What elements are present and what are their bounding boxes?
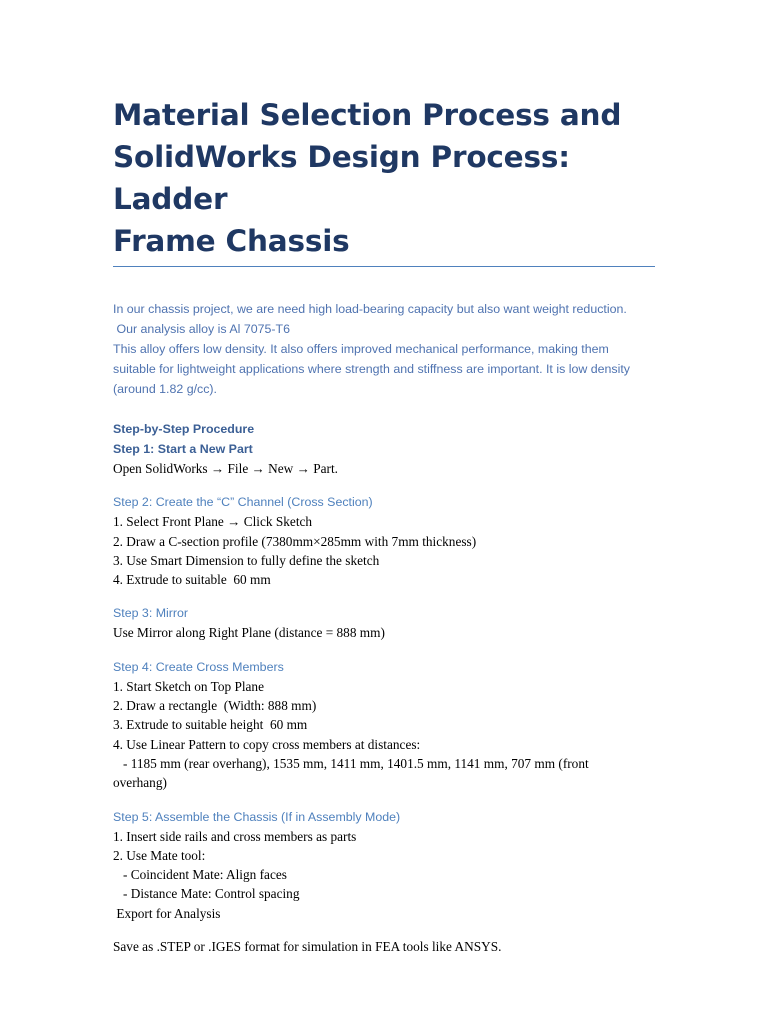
title-line: Frame Chassis bbox=[113, 224, 350, 258]
step2-heading: Step 2: Create the “C” Channel (Cross Section) bbox=[113, 495, 373, 510]
step4-line: overhang) bbox=[113, 775, 167, 791]
title-line: Material Selection Process and bbox=[113, 98, 622, 132]
step2-line: 4. Extrude to suitable 60 mm bbox=[113, 572, 271, 588]
document-title bbox=[113, 94, 658, 262]
step3-line: Use Mirror along Right Plane (distance = 888 mm) bbox=[113, 625, 385, 641]
step4-line: 4. Use Linear Pattern to copy cross members at distances: bbox=[113, 736, 421, 752]
closing-paragraph bbox=[113, 937, 658, 956]
title-line: SolidWorks Design Process: Ladder bbox=[113, 140, 570, 216]
intro-line: This alloy offers low density. It also offers improved mechanical performance, making them bbox=[113, 342, 609, 356]
step4-line: - 1185 mm (rear overhang), 1535 mm, 1411 mm, 1401.5 mm, 1141 mm, 707 mm (front bbox=[113, 755, 589, 771]
step5-heading: Step 5: Assemble the Chassis (If in Assembly Mode) bbox=[113, 809, 401, 824]
step4-heading: Step 4: Create Cross Members bbox=[113, 659, 284, 674]
step2-line: 1. Select Front Plane → Click Sketch bbox=[113, 514, 313, 530]
step1-heading: Step 1: Start a New Part bbox=[113, 442, 253, 456]
step4-line: 1. Start Sketch on Top Plane bbox=[113, 678, 264, 694]
step3-body bbox=[113, 623, 658, 642]
intro-line: Our analysis alloy is Al 7075-T6 bbox=[113, 322, 290, 336]
step1-body bbox=[113, 459, 658, 478]
title-underline bbox=[113, 266, 655, 267]
step2-body bbox=[113, 512, 658, 589]
step5-body bbox=[113, 827, 658, 923]
step5-line: 2. Use Mate tool: bbox=[113, 847, 206, 863]
document-page bbox=[113, 94, 658, 956]
step4-line: 3. Extrude to suitable height 60 mm bbox=[113, 717, 308, 733]
closing-line: Save as .STEP or .IGES format for simulation in FEA tools like ANSYS. bbox=[113, 939, 502, 955]
step5-line: - Coincident Mate: Align faces bbox=[113, 867, 287, 883]
intro-line: suitable for lightweight applications where strength and stiffness are important. It is low density bbox=[113, 362, 631, 376]
intro-line: (around 1.82 g/cc). bbox=[113, 382, 218, 396]
procedure-heading: Step-by-Step Procedure bbox=[113, 422, 255, 436]
step4-line: 2. Draw a rectangle (Width: 888 mm) bbox=[113, 698, 317, 714]
intro-paragraph bbox=[113, 299, 658, 399]
step5-line: - Distance Mate: Control spacing bbox=[113, 886, 300, 902]
step5-line: Export for Analysis bbox=[113, 905, 221, 921]
step3-heading: Step 3: Mirror bbox=[113, 606, 189, 621]
intro-line: In our chassis project, we are need high load-bearing capacity but also want weight reduction. bbox=[113, 302, 627, 316]
step2-line: 2. Draw a C-section profile (7380mm×285mm with 7mm thickness) bbox=[113, 533, 477, 549]
step5-line: 1. Insert side rails and cross members as parts bbox=[113, 828, 357, 844]
step4-body bbox=[113, 677, 658, 793]
step1-line: Open SolidWorks → File → New → Part. bbox=[113, 461, 338, 476]
step2-line: 3. Use Smart Dimension to fully define the sketch bbox=[113, 552, 380, 568]
